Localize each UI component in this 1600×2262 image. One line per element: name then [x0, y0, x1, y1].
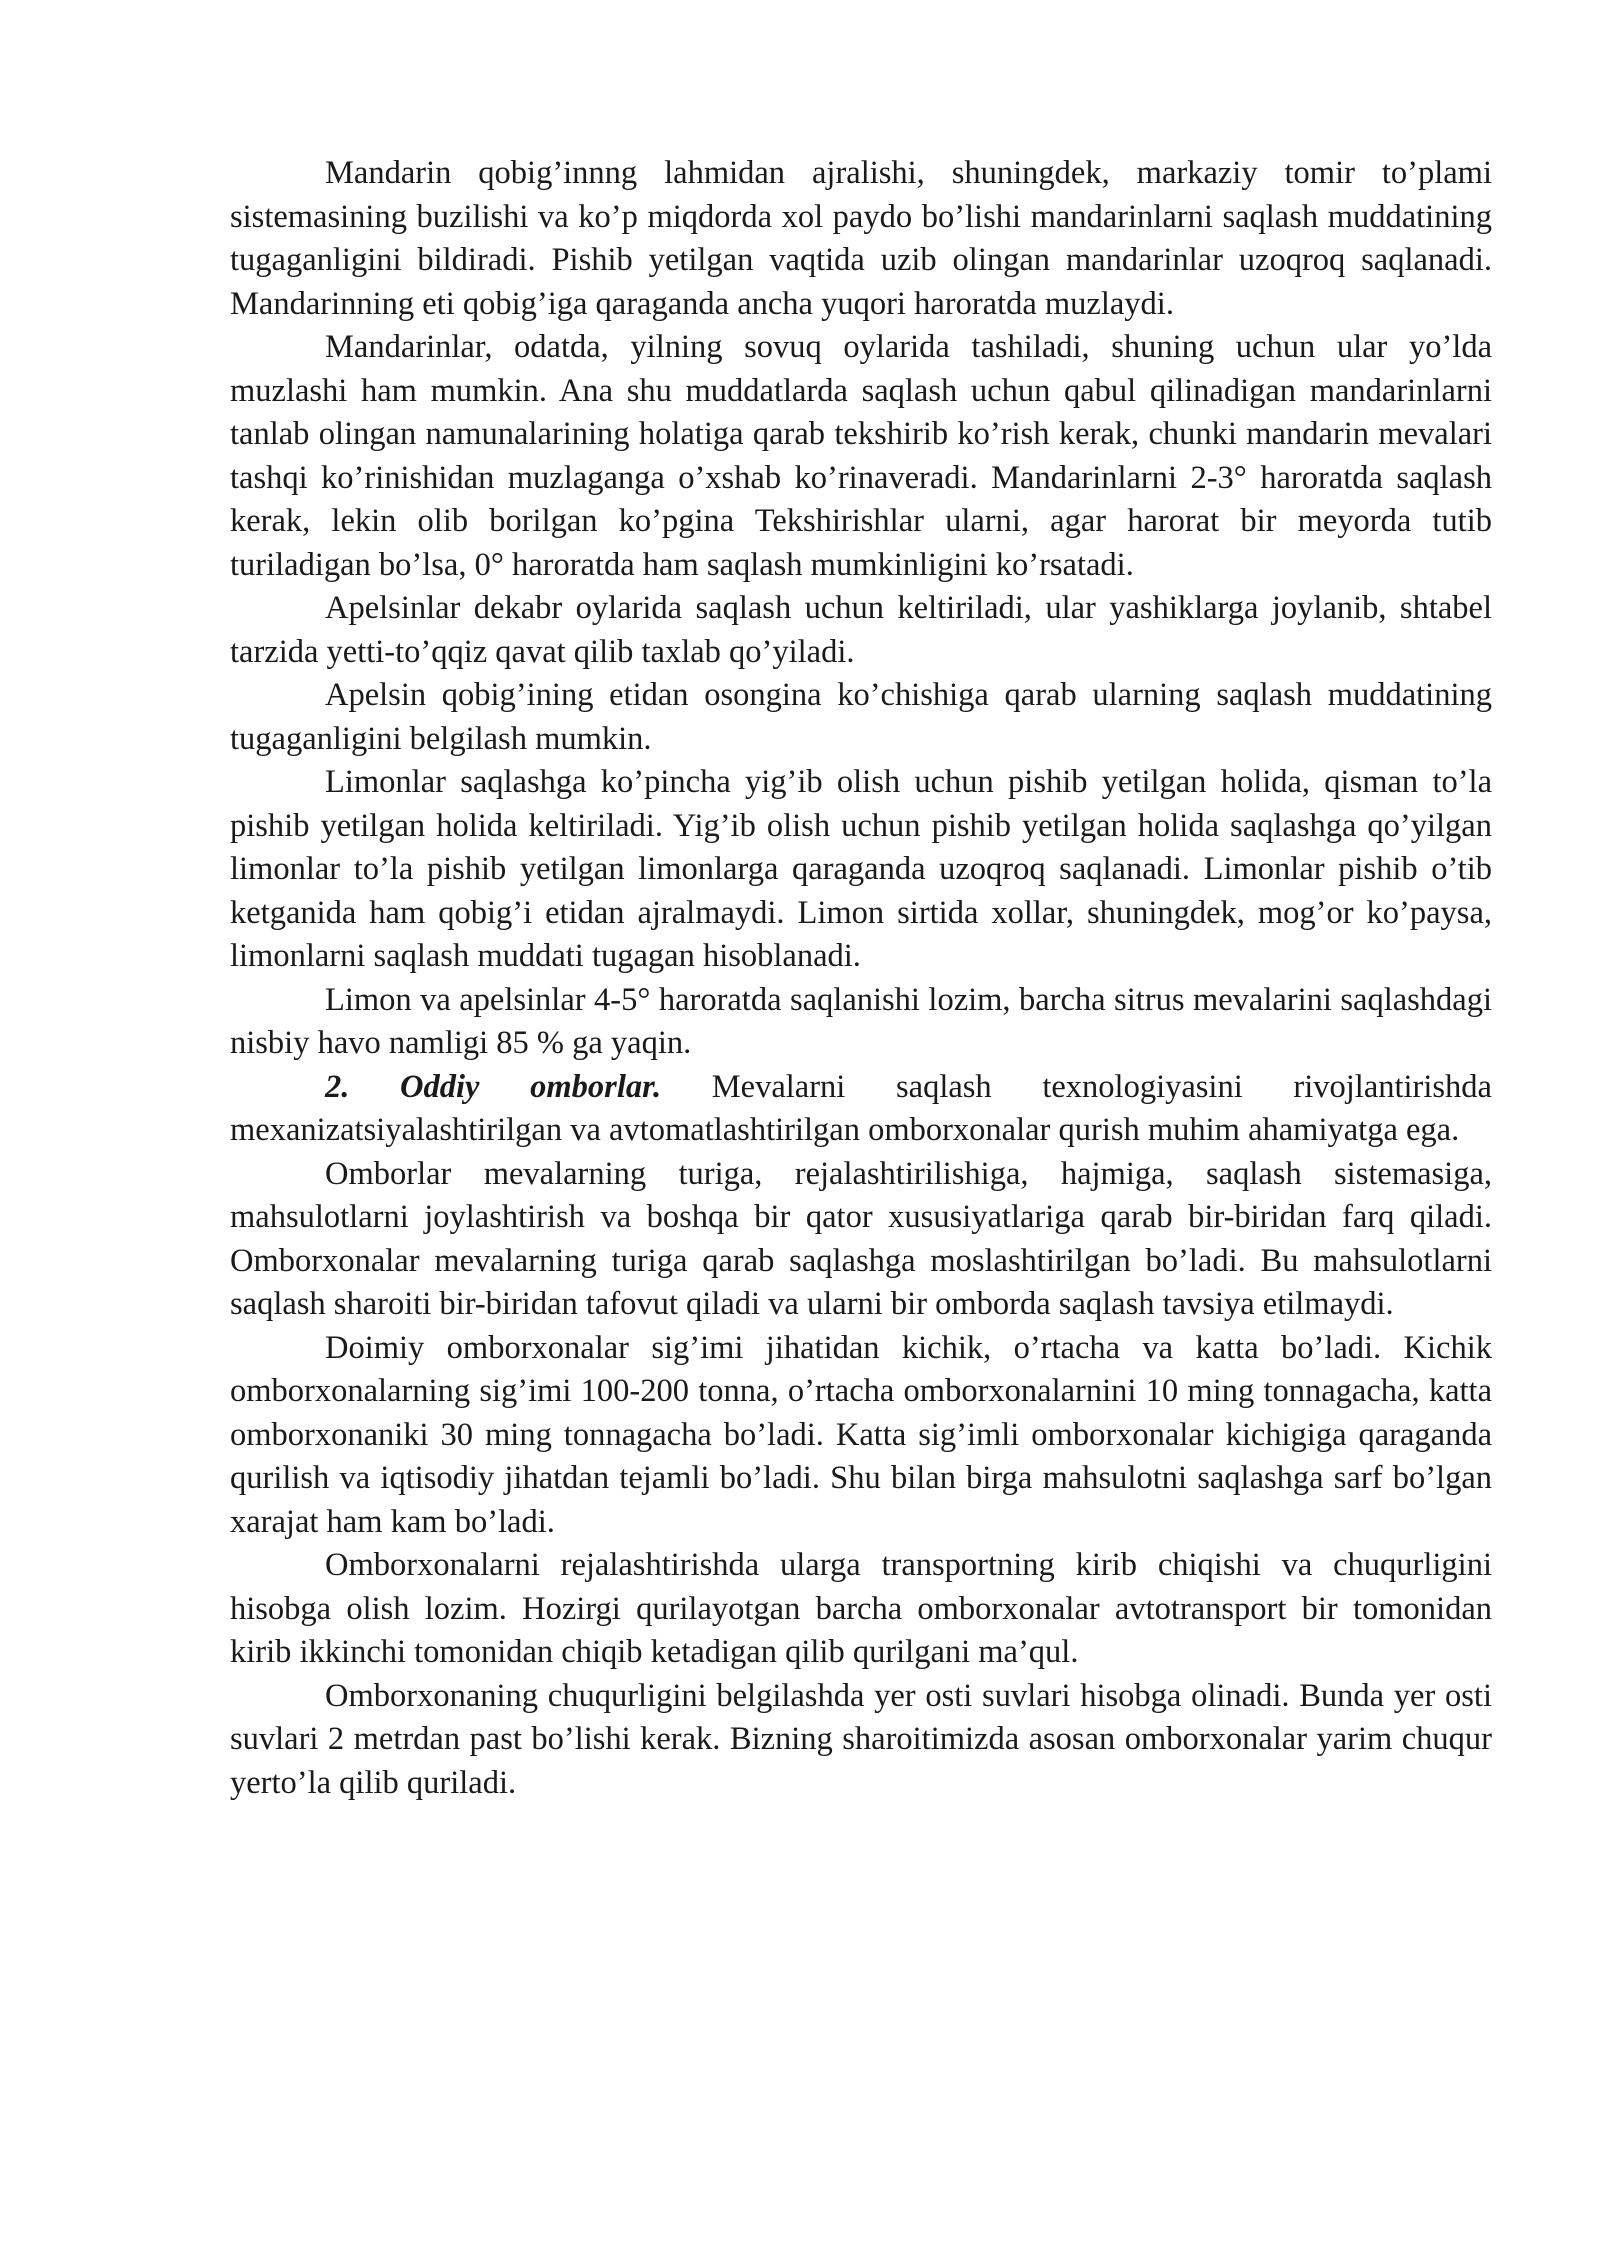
paragraph-storage-planning: Omborxonalarni rejalashtirishda ularga transportning kirib chiqishi va chuqurligini hisobga olish lozim. Hozirgi qurilayotgan barcha omborxonalar avtotransport bir tomonidan kirib ikkinchi tomonidan chiqib ketadigan qilib qurilgani ma’qul.	[230, 1547, 1492, 1670]
paragraph-storage-types: Omborlar mevalarning turiga, rejalashtirilishiga, hajmiga, saqlash sistemasiga, mahsulotlarni joylashtirish va boshqa bir qator xususiyatlariga qarab bir-biridan farq qiladi. Omborxonalar mevalarning turiga qarab saqlashga moslashtirilgan bo’ladi. Bu mahsulotlarni saqlash sharoiti bir-biridan tafovut qiladi va ularni bir omborda saqlash tavsiya etilmaydi.	[230, 1155, 1492, 1322]
paragraph-mandarin-transport: Mandarinlar, odatda, yilning sovuq oylarida tashiladi, shuning uchun ular yo’lda muzlashi ham mumkin. Ana shu muddatlarda saqlash uchun qabul qilinadigan mandarinlarni tanlab olingan namunalarining holatiga qarab tekshirib ko’rish kerak, chunki mandarin mevalari tashqi ko’rinishidan muzlaganga o’xshab ko’rinaveradi. Mandarinlarni 2-3° haroratda saqlash kerak, lekin olib borilgan ko’pgina Tekshirishlar ularni, agar harorat bir meyorda tutib turiladigan bo’lsa, 0° haroratda ham saqlash mumkinligini ko’rsatadi.	[230, 329, 1492, 583]
paragraph-storage-capacity: Doimiy omborxonalar sig’imi jihatidan kichik, o’rtacha va katta bo’ladi. Kichik omborxonalarning sig’imi 100-200 tonna, o’rtacha omborxonalarnini 10 ming tonnagacha, katta omborxonaniki 30 ming tonnagacha bo’ladi. Katta sig’imli omborxonalar kichigiga qaraganda qurilish va iqtisodiy jihatdan tejamli bo’ladi. Shu bilan birga mahsulotni saqlashga sarf bo’lgan xarajat ham kam bo’ladi.	[230, 1329, 1492, 1540]
paragraph-lemon-storage: Limonlar saqlashga ko’pincha yig’ib olish uchun pishib yetilgan holida, qisman to’la pishib yetilgan holida keltiriladi. Yig’ib olish uchun pishib yetilgan holida saqlashga qo’yilgan limonlar to’la pishib yetilgan limonlarga qaraganda uzoqroq saqlanadi. Limonlar pishib o’tib ketganida ham qobig’i etidan ajralmaydi. Limon sirtida xollar, shuningdek, mog’or ko’paysa, limonlarni saqlash muddati tugagan hisoblanadi.	[230, 764, 1492, 974]
paragraph-simple-storages	[230, 1066, 1492, 1153]
paragraph-mandarin-peel: Mandarin qobig’innng lahmidan ajralishi, shuningdek, markaziy tomir to’plami sistemasining buzilishi va ko’p miqdorda xol paydo bo’lishi mandarinlarni saqlash muddatining tugaganligini bildiradi. Pishib yetilgan vaqtida uzib olingan mandarinlar uzoqroq saqlanadi. Mandarinning eti qobig’iga qaraganda ancha yuqori haroratda muzlaydi.	[230, 155, 1492, 322]
document-page	[230, 152, 1492, 1805]
paragraph-storage-depth: Omborxonaning chuqurligini belgilashda yer osti suvlari hisobga olinadi. Bunda yer osti suvlari 2 metrdan past bo’lishi kerak. Bizning sharoitimizda asosan omborxonalar yarim chuqur yerto’la qilib quriladi.	[230, 1677, 1492, 1801]
paragraph-orange-arrival: Apelsinlar dekabr oylarida saqlash uchun keltiriladi, ular yashiklarga joylanib, shtabel tarzida yetti-to’qqiz qavat qilib taxlab qo’yiladi.	[230, 590, 1492, 670]
section-intro-text: Mevalarni saqlash texnologiyasini rivojlantirishda mexanizatsiyalashtirilgan va avtomatlashtirilgan omborxonalar qurish muhim ahamiyatga ega.	[230, 1068, 1492, 1148]
paragraph-citrus-temperature: Limon va apelsinlar 4-5° haroratda saqlanishi lozim, barcha sitrus mevalarini saqlashdagi nisbiy havo namligi 85 % ga yaqin.	[230, 981, 1492, 1061]
paragraph-orange-peel: Apelsin qobig’ining etidan osongina ko’chishiga qarab ularning saqlash muddatining tugaganligini belgilash mumkin.	[230, 677, 1492, 757]
section-heading: 2. Oddiy omborlar.	[325, 1068, 662, 1105]
